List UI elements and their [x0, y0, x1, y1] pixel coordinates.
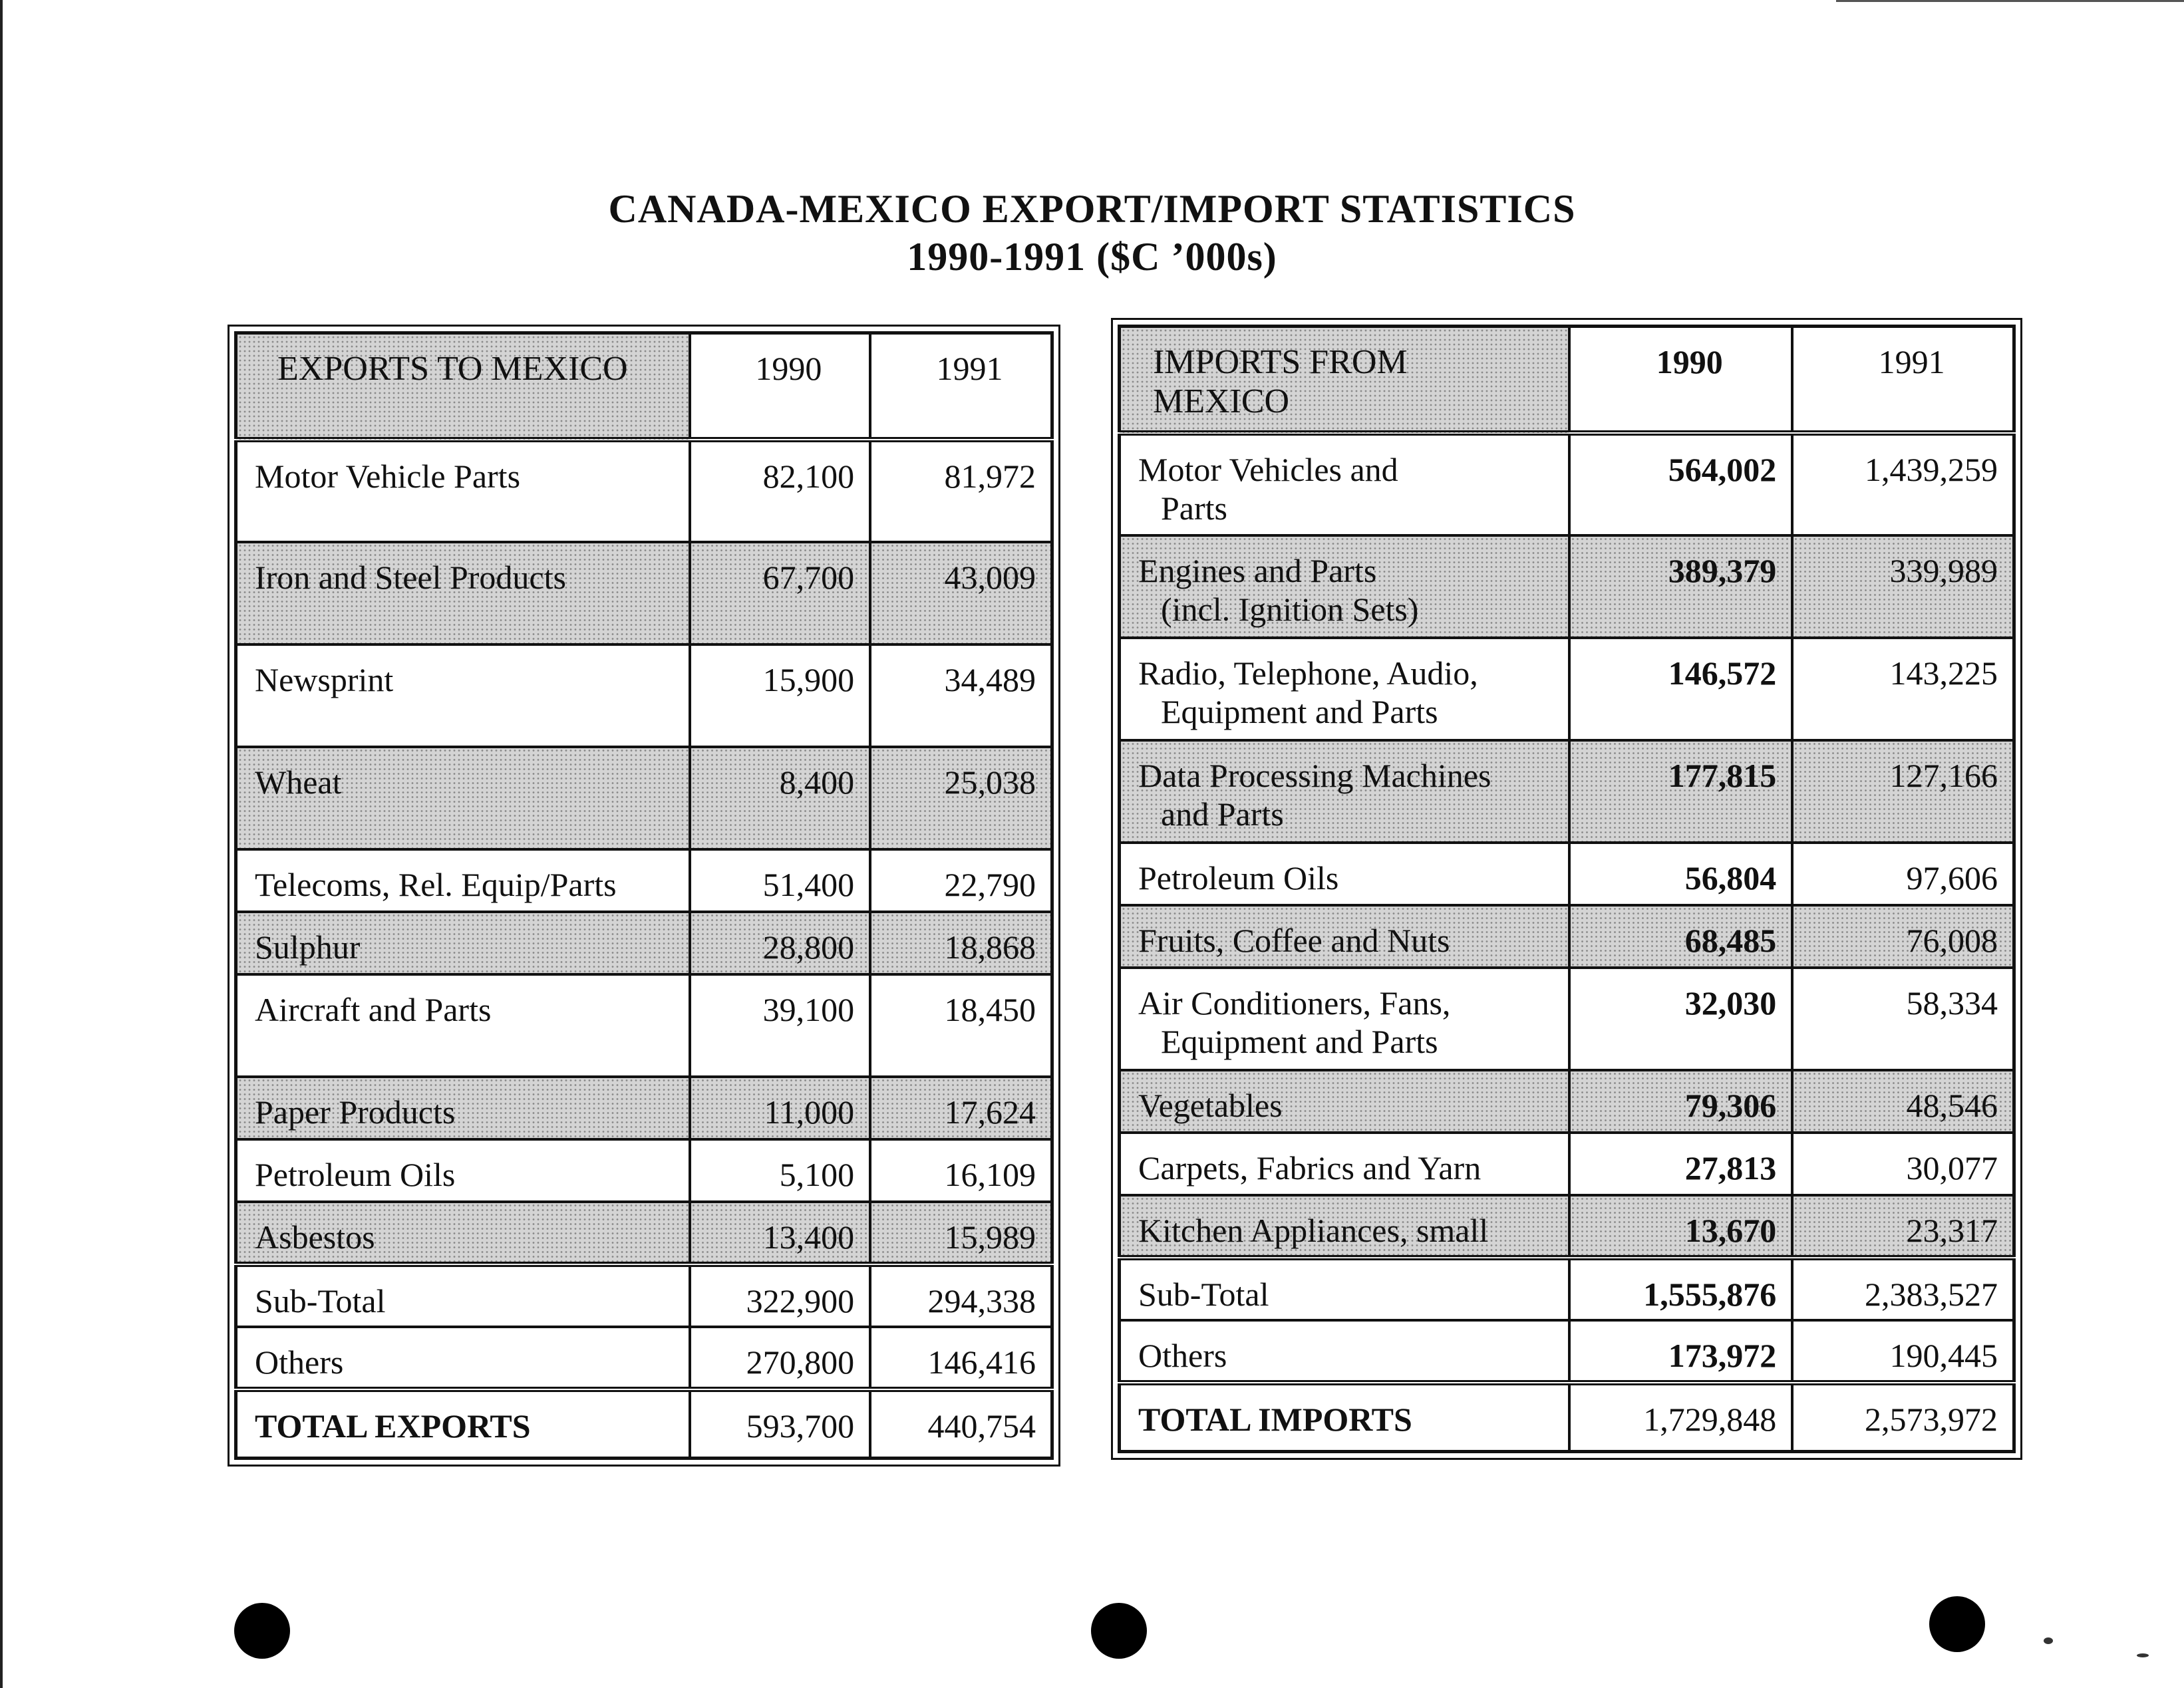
- punch-hole-center: [1091, 1603, 1147, 1659]
- value-1990: 177,815: [1569, 740, 1792, 843]
- value-1990: 51,400: [690, 849, 870, 912]
- value-1990: 11,000: [690, 1077, 870, 1139]
- table-row: [236, 440, 1052, 542]
- value-1990: 15,900: [690, 644, 870, 747]
- imports-header-row: [1120, 327, 2014, 433]
- value-1991: 143,225: [1792, 638, 2014, 740]
- value-1990: 13,400: [690, 1202, 870, 1264]
- table-row: [236, 912, 1052, 974]
- row-label: Asbestos: [236, 1202, 690, 1264]
- value-1990: 32,030: [1569, 968, 1792, 1070]
- value-1991: 23,317: [1792, 1195, 2014, 1258]
- row-label: [1120, 740, 1570, 843]
- value-1991: 25,038: [870, 747, 1052, 849]
- value-1991: 339,989: [1792, 535, 2014, 638]
- row-label: Sulphur: [236, 912, 690, 974]
- table-row: [1120, 843, 2014, 905]
- subtotal-1990: 322,900: [690, 1264, 870, 1327]
- table-row: [236, 1077, 1052, 1139]
- imports-others-row: [1120, 1320, 2014, 1383]
- table-row: [1120, 535, 2014, 638]
- imports-header-line-2: MEXICO: [1153, 382, 1290, 420]
- value-1990: 13,670: [1569, 1195, 1792, 1258]
- value-1990: 389,379: [1569, 535, 1792, 638]
- table-row: [1120, 905, 2014, 968]
- row-label: [1120, 535, 1570, 638]
- table-row: [236, 1202, 1052, 1264]
- value-1990: 68,485: [1569, 905, 1792, 968]
- table-row: [236, 644, 1052, 747]
- row-label-line-1: Engines and Parts: [1138, 551, 1377, 589]
- row-label-line-1: Motor Vehicles and: [1138, 450, 1398, 488]
- exports-table: [234, 331, 1054, 1460]
- punch-hole-right: [1929, 1596, 1985, 1652]
- subtotal-label: Sub-Total: [236, 1264, 690, 1327]
- row-label-line-2: Parts: [1161, 489, 1227, 527]
- imports-header-1990: 1990: [1569, 327, 1792, 433]
- value-1991: 97,606: [1792, 843, 2014, 905]
- row-label: [1120, 968, 1570, 1070]
- value-1991: 76,008: [1792, 905, 2014, 968]
- total-1990: 593,700: [690, 1389, 870, 1459]
- row-label-line-1: Air Conditioners, Fans,: [1138, 984, 1451, 1022]
- scan-speck: [2044, 1637, 2053, 1644]
- value-1991: 30,077: [1792, 1133, 2014, 1195]
- value-1991: 18,868: [870, 912, 1052, 974]
- value-1991: 58,334: [1792, 968, 2014, 1070]
- total-label: TOTAL EXPORTS: [236, 1389, 690, 1459]
- total-1990: 1,729,848: [1569, 1383, 1792, 1452]
- imports-header-label: [1120, 327, 1570, 433]
- table-row: [1120, 740, 2014, 843]
- imports-header-1991: 1991: [1792, 327, 2014, 433]
- row-label: Vegetables: [1120, 1070, 1570, 1133]
- imports-subtotal-row: [1120, 1258, 2014, 1320]
- row-label: Kitchen Appliances, small: [1120, 1195, 1570, 1258]
- others-1991: 190,445: [1792, 1320, 2014, 1383]
- table-row: [1120, 433, 2014, 535]
- others-1990: 270,800: [690, 1327, 870, 1389]
- subtotal-1990: 1,555,876: [1569, 1258, 1792, 1320]
- exports-subtotal-row: [236, 1264, 1052, 1327]
- value-1990: 27,813: [1569, 1133, 1792, 1195]
- total-1991: 2,573,972: [1792, 1383, 2014, 1452]
- row-label: [1120, 433, 1570, 535]
- value-1990: 28,800: [690, 912, 870, 974]
- value-1990: 56,804: [1569, 843, 1792, 905]
- value-1990: 67,700: [690, 542, 870, 644]
- value-1991: 18,450: [870, 974, 1052, 1077]
- row-label: Petroleum Oils: [236, 1139, 690, 1202]
- value-1990: 5,100: [690, 1139, 870, 1202]
- row-label: Motor Vehicle Parts: [236, 440, 690, 542]
- row-label: Wheat: [236, 747, 690, 849]
- table-row: [1120, 1133, 2014, 1195]
- exports-header-1990: 1990: [690, 333, 870, 440]
- value-1991: 43,009: [870, 542, 1052, 644]
- row-label: Aircraft and Parts: [236, 974, 690, 1077]
- value-1991: 15,989: [870, 1202, 1052, 1264]
- row-label-line-2: Equipment and Parts: [1161, 1022, 1438, 1060]
- others-label: Others: [236, 1327, 690, 1389]
- exports-header-1991: 1991: [870, 333, 1052, 440]
- value-1990: 146,572: [1569, 638, 1792, 740]
- value-1991: 81,972: [870, 440, 1052, 542]
- row-label: Telecoms, Rel. Equip/Parts: [236, 849, 690, 912]
- others-1990: 173,972: [1569, 1320, 1792, 1383]
- table-row: [1120, 638, 2014, 740]
- total-1991: 440,754: [870, 1389, 1052, 1459]
- exports-others-row: [236, 1327, 1052, 1389]
- row-label-line-2: Equipment and Parts: [1161, 692, 1438, 730]
- subtotal-label: Sub-Total: [1120, 1258, 1570, 1320]
- imports-total-row: [1120, 1383, 2014, 1452]
- table-row: [236, 849, 1052, 912]
- row-label: Carpets, Fabrics and Yarn: [1120, 1133, 1570, 1195]
- row-label-line-1: Radio, Telephone, Audio,: [1138, 654, 1478, 692]
- imports-header-line-1: IMPORTS FROM: [1153, 343, 1408, 381]
- exports-total-row: [236, 1389, 1052, 1459]
- value-1991: 48,546: [1792, 1070, 2014, 1133]
- value-1990: 564,002: [1569, 433, 1792, 535]
- table-row: [236, 542, 1052, 644]
- row-label-line-1: Data Processing Machines: [1138, 756, 1491, 794]
- exports-header-row: [236, 333, 1052, 440]
- total-label: TOTAL IMPORTS: [1120, 1383, 1570, 1452]
- value-1991: 34,489: [870, 644, 1052, 747]
- value-1990: 39,100: [690, 974, 870, 1077]
- page-title: [0, 185, 2184, 281]
- table-row: [1120, 968, 2014, 1070]
- value-1991: 16,109: [870, 1139, 1052, 1202]
- value-1990: 79,306: [1569, 1070, 1792, 1133]
- row-label: Fruits, Coffee and Nuts: [1120, 905, 1570, 968]
- row-label: [1120, 638, 1570, 740]
- value-1991: 127,166: [1792, 740, 2014, 843]
- table-row: [236, 1139, 1052, 1202]
- others-1991: 146,416: [870, 1327, 1052, 1389]
- row-label: Newsprint: [236, 644, 690, 747]
- row-label-line-2: and Parts: [1161, 795, 1284, 833]
- table-row: [236, 747, 1052, 849]
- value-1990: 82,100: [690, 440, 870, 542]
- others-label: Others: [1120, 1320, 1570, 1383]
- row-label-line-2: (incl. Ignition Sets): [1161, 590, 1419, 628]
- scan-speck: [2137, 1653, 2149, 1657]
- value-1990: 8,400: [690, 747, 870, 849]
- value-1991: 22,790: [870, 849, 1052, 912]
- row-label: Petroleum Oils: [1120, 843, 1570, 905]
- title-line-2: 1990-1991 ($C ’000s): [907, 235, 1277, 279]
- table-row: [1120, 1070, 2014, 1133]
- punch-hole-left: [234, 1603, 290, 1659]
- exports-header-label: EXPORTS TO MEXICO: [236, 333, 690, 440]
- value-1991: 1,439,259: [1792, 433, 2014, 535]
- scan-top-line: [1836, 0, 2184, 2]
- value-1991: 17,624: [870, 1077, 1052, 1139]
- imports-table: [1118, 325, 2016, 1453]
- title-line-1: CANADA-MEXICO EXPORT/IMPORT STATISTICS: [608, 187, 1576, 231]
- subtotal-1991: 2,383,527: [1792, 1258, 2014, 1320]
- table-row: [1120, 1195, 2014, 1258]
- row-label: Iron and Steel Products: [236, 542, 690, 644]
- row-label: Paper Products: [236, 1077, 690, 1139]
- subtotal-1991: 294,338: [870, 1264, 1052, 1327]
- table-row: [236, 974, 1052, 1077]
